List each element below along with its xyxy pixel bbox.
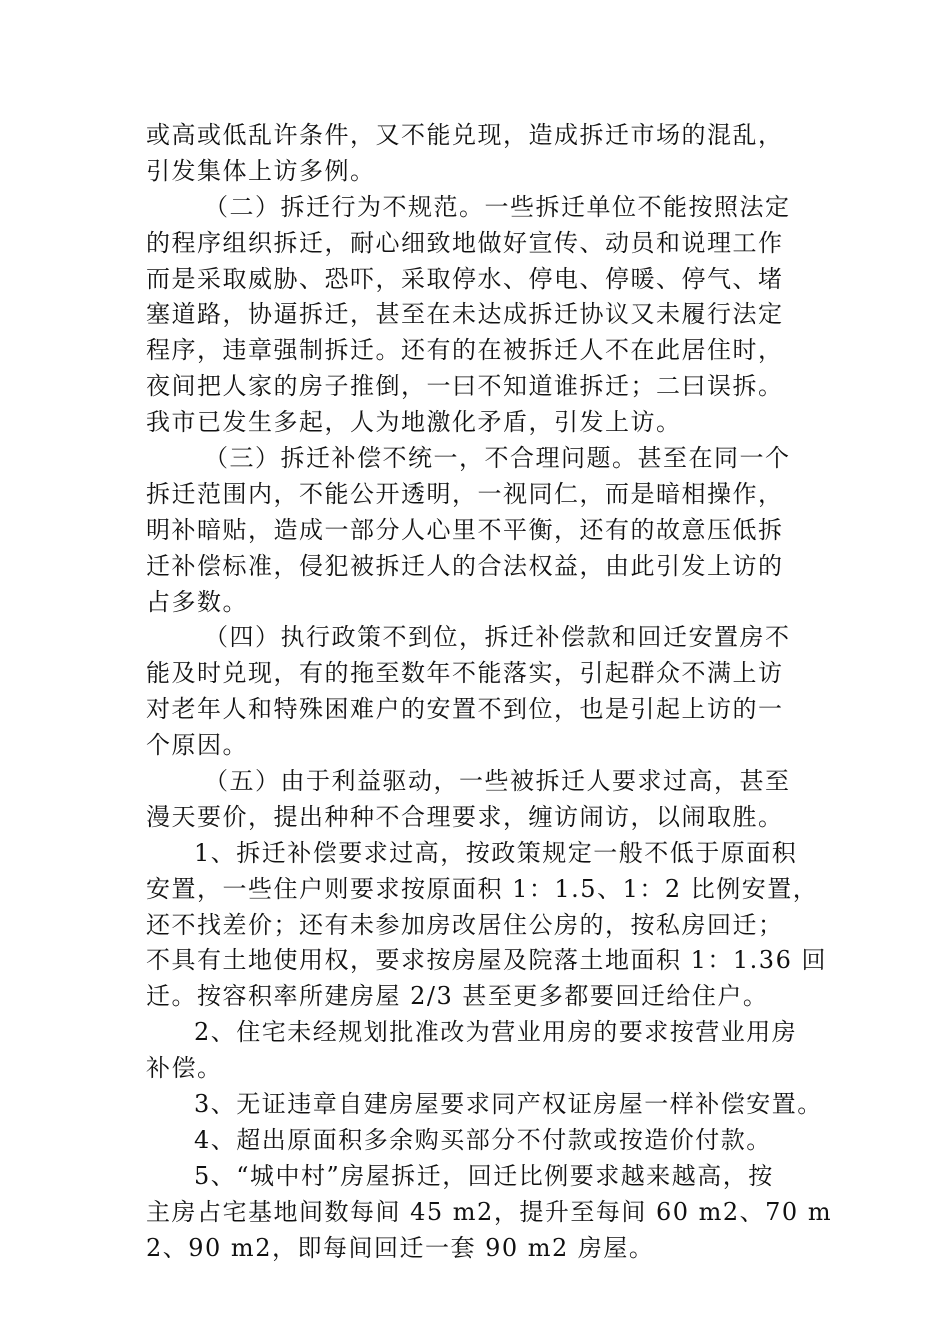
text-line: 还不找差价；还有未参加房改居住公房的，按私房回迁； [146,910,784,939]
text-line: 安置，一些住户则要求按原面积 1：1.5、1：2 比例安置， [146,874,819,903]
text-line: 塞道路，协逼拆迁，甚至在未达成拆迁协议又未履行法定 [146,300,784,329]
text-line: 补偿。 [146,1054,223,1083]
text-line: （二）拆迁行为不规范。一些拆迁单位不能按照法定 [204,192,791,221]
text-line: 夜间把人家的房子推倒，一曰不知道谁拆迁；二曰误拆。 [146,372,784,401]
text-line: 占多数。 [146,587,248,616]
text-line: 迁补偿标准，侵犯被拆迁人的合法权益，由此引发上访的 [146,551,784,580]
text-line: 2、住宅未经规划批准改为营业用房的要求按营业用房 [194,1018,798,1047]
text-line: （四）执行政策不到位，拆迁补偿款和回迁安置房不 [204,623,791,652]
text-line: 或高或低乱许条件，又不能兑现，造成拆迁市场的混乱， [146,121,784,149]
document-body [146,118,833,1267]
text-line: 引发集体上访多例。 [146,156,376,185]
text-line: 对老年人和特殊困难户的安置不到位，也是引起上访的一 [146,695,784,724]
text-line: 2、90 m2，即每间回迁一套 90 m2 房屋。 [146,1233,655,1262]
text-line: 迁。按容积率所建房屋 2/3 甚至更多都要回迁给住户。 [146,982,769,1011]
text-line: 4、超出原面积多余购买部分不付款或按造价付款。 [194,1125,772,1154]
text-line: （三）拆迁补偿不统一，不合理问题。甚至在同一个 [204,444,791,473]
text-line: 能及时兑现，有的拖至数年不能落实，引起群众不满上访 [146,659,784,688]
text-line: 3、无证违章自建房屋要求同产权证房屋一样补偿安置。 [194,1090,823,1119]
text-line: 而是采取威胁、恐吓，采取停水、停电、停暖、停气、堵 [146,264,784,293]
text-line: 明补暗贴，造成一部分人心里不平衡，还有的故意压低拆 [146,515,784,544]
text-line: 的程序组织拆迁，耐心细致地做好宣传、动员和说理工作 [146,228,784,257]
text-line: 漫天要价，提出种种不合理要求，缠访闹访，以闹取胜。 [146,802,784,831]
text-line: 主房占宅基地间数每间 45 m2，提升至每间 60 m2、70 m [146,1197,833,1226]
text-line: 5、“城中村”房屋拆迁，回迁比例要求越来越高，按 [194,1161,774,1190]
text-line: 程序，违章强制拆迁。还有的在被拆迁人不在此居住时， [146,336,784,365]
text-line: 拆迁范围内，不能公开透明，一视同仁，而是暗相操作， [146,479,784,508]
text-line: 个原因。 [146,731,248,760]
text-line: 我市已发生多起，人为地激化矛盾，引发上访。 [146,408,682,437]
text-line: 不具有土地使用权，要求按房屋及院落土地面积 1：1.36 回 [146,946,827,975]
text-line: 1、拆迁补偿要求过高，按政策规定一般不低于原面积 [194,838,798,867]
text-line: （五）由于利益驱动，一些被拆迁人要求过高，甚至 [204,767,791,796]
